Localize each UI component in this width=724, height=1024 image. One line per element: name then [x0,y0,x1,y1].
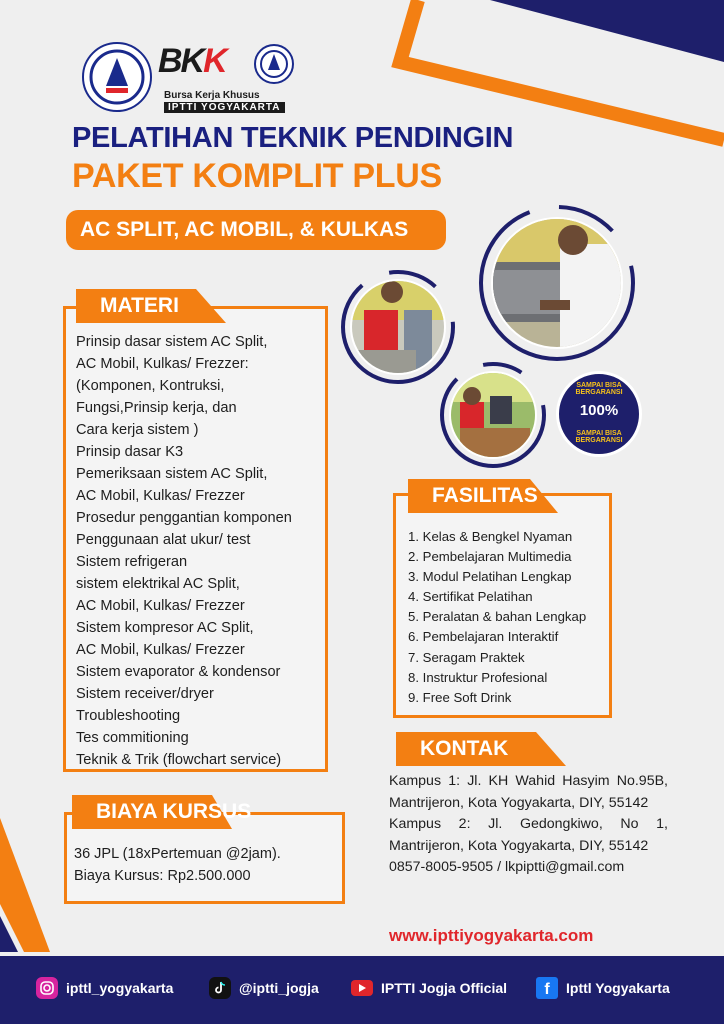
youtube-icon [351,980,373,996]
bkk-seal-icon [254,44,294,84]
page-title: PELATIHAN TEKNIK PENDINGIN [72,122,514,154]
materi-list [76,331,326,771]
list-item: 9. Free Soft Drink [408,689,512,705]
biaya-price: Biaya Kursus: Rp2.500.000 [74,868,251,884]
guarantee-badge [556,371,642,457]
list-item: Tes commitioning [76,730,189,746]
bkk-logo-letters: BKK [158,42,226,80]
list-item: Prinsip dasar sistem AC Split, [76,334,268,350]
facebook-icon: f [536,977,558,999]
badge-ring-text-top: SAMPAI BISA BERGARANSI [575,382,623,396]
instagram-icon [36,977,58,999]
list-item: Sistem evaporator & kondensor [76,664,281,680]
kontak-details [389,771,668,879]
list-item: 4. Sertifikat Pelatihan [408,589,533,605]
list-item: Prinsip dasar K3 [76,444,184,460]
list-item: AC Mobil, Kulkas/ Frezzer [76,488,245,504]
bkk-logo [158,42,298,114]
list-item: Teknik & Trik (flowchart service) [76,752,282,768]
list-item: AC Mobil, Kulkas/ Frezzer [76,598,245,614]
kontak-heading: KONTAK [396,732,566,766]
kontak-kampus-2: Kampus 2: Jl. Gedongkiwo, No 1, Mantrijeron, Kota Yogyakarta, DIY, 55142 [389,816,668,854]
materi-heading: MATERI [76,289,226,323]
facebook-link[interactable]: f Ipttl Yogyakarta [536,976,670,1000]
tiktok-link[interactable]: @iptti_jogja [209,976,319,1000]
course-scope-banner: AC SPLIT, AC MOBIL, & KULKAS [66,210,446,250]
list-item: (Komponen, Kontruksi, [76,378,225,394]
youtube-link[interactable]: IPTTI Jogja Official [351,976,507,1000]
list-item: 5. Peralatan & bahan Lengkap [408,609,587,625]
photo-students-workbench [450,372,540,462]
list-item: sistem elektrikal AC Split, [76,576,240,592]
list-item: Prosedur penggantian komponen [76,510,292,526]
institution-seal-logo [82,42,152,112]
tiktok-icon [209,977,231,999]
list-item: Fungsi,Prinsip kerja, dan [76,400,237,416]
list-item: Pemeriksaan sistem AC Split, [76,466,268,482]
biaya-duration: 36 JPL (18xPertemuan @2jam). [74,846,281,862]
fasilitas-list [408,527,586,708]
list-item: Cara kerja sistem ) [76,422,199,438]
list-item: Troubleshooting [76,708,181,724]
list-item: 3. Modul Pelatihan Lengkap [408,569,572,585]
list-item: 7. Seragam Praktek [408,649,525,665]
biaya-details [74,843,281,887]
page-subtitle: PAKET KOMPLIT PLUS [72,157,442,195]
biaya-heading: BIAYA KURSUS [72,795,232,829]
list-item: AC Mobil, Kulkas/ Frezzer [76,642,245,658]
bkk-institution: IPTTI YOGYAKARTA [164,102,285,113]
list-item: 1. Kelas & Bengkel Nyaman [408,529,573,544]
kontak-kampus-1: Kampus 1: Jl. KH Wahid Hasyim No.95B, Mantrijeron, Kota Yogyakarta, DIY, 55142 [389,773,668,811]
list-item: Sistem receiver/dryer [76,686,214,702]
list-item: 2. Pembelajaran Multimedia [408,549,572,565]
list-item: Sistem refrigeran [76,554,188,570]
list-item: Penggunaan alat ukur/ test [76,532,251,548]
list-item: Sistem kompresor AC Split, [76,620,254,636]
badge-ring-text-bottom: SAMPAI BISA BERGARANSI [575,430,623,444]
list-item: 8. Instruktur Profesional [408,669,548,685]
badge-percent: 100% [579,402,619,419]
website-link[interactable]: www.ipttiyogyakarta.com [389,926,594,945]
fasilitas-heading: FASILITAS [408,479,558,513]
list-item: AC Mobil, Kulkas/ Frezzer: [76,356,249,372]
list-item: 6. Pembelajaran Interaktif [408,629,559,645]
kontak-phone-email: 0857-8005-9505 / lkpiptti@gmail.com [389,859,625,876]
bkk-subtitle: Bursa Kerja Khusus [164,90,260,101]
instagram-link[interactable]: ipttl_yogyakarta [36,976,173,1000]
